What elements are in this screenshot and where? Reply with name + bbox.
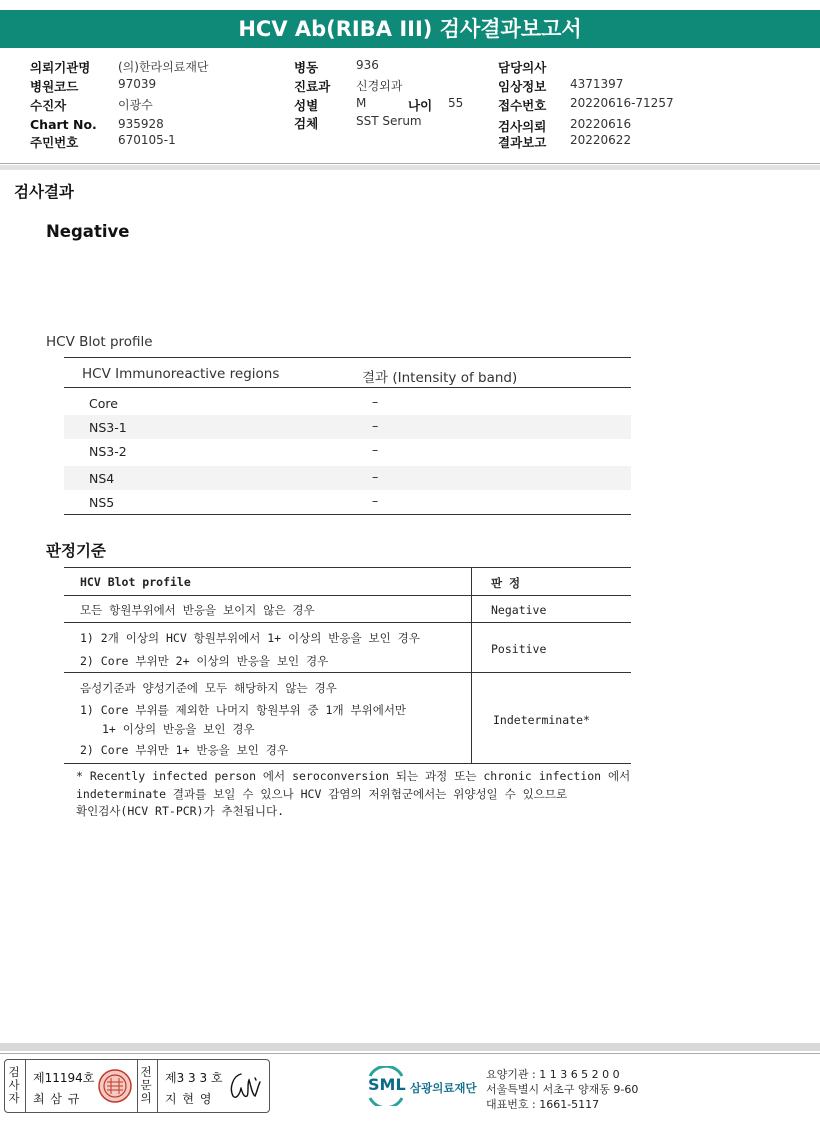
- specialist-label: 전 문 의: [140, 1065, 152, 1105]
- info-label: 병원코드: [30, 79, 79, 94]
- blot-result: –: [372, 442, 379, 457]
- blot-region: NS3-2: [89, 444, 127, 459]
- info-label: Chart No.: [30, 117, 97, 132]
- footer-band: [0, 1043, 820, 1051]
- blot-top-line: [64, 357, 631, 358]
- specialist-name: 지 현 영: [165, 1092, 213, 1106]
- criteria-title: 판정기준: [46, 542, 106, 560]
- info-label: 검체: [294, 116, 319, 131]
- footnote-line: * Recently infected person 에서 seroconversion 되는 과정 또는 chronic infection 에서: [76, 769, 631, 783]
- blot-result: –: [372, 469, 379, 484]
- table-row: [64, 466, 631, 490]
- criteria-col-divider: [471, 567, 472, 763]
- criteria-bottom-line: [64, 763, 631, 764]
- examiner-label: 검 사 자: [8, 1065, 20, 1105]
- info-label: 병동: [294, 60, 319, 75]
- section-result-title: 검사결과: [14, 183, 74, 201]
- info-label: 임상정보: [498, 79, 547, 94]
- specialist-license: 제3 3 3 호: [165, 1071, 223, 1085]
- info-label: 수진자: [30, 98, 67, 113]
- info-label: 성별: [294, 98, 319, 113]
- criteria-row1-text: 모든 항원부위에서 반응을 보이지 않은 경우: [80, 603, 315, 617]
- blot-region: Core: [89, 396, 118, 411]
- criteria-header-line: [64, 595, 631, 596]
- info-value: SST Serum: [356, 114, 422, 128]
- table-row: [64, 439, 631, 463]
- address-line: 서울특별시 서초구 양재동 9-60: [486, 1083, 639, 1096]
- info-value: 936: [356, 58, 379, 72]
- blot-title: HCV Blot profile: [46, 334, 153, 350]
- table-row: [64, 415, 631, 439]
- table-row: [64, 391, 631, 415]
- info-value: 20220616: [570, 117, 632, 131]
- info-value: 670105-1: [118, 133, 176, 147]
- footnote-line: 확인검사(HCV RT-PCR)가 추천됩니다.: [76, 804, 285, 818]
- box-divider: [157, 1060, 158, 1112]
- report-title: HCV Ab(RIBA III) 검사결과보고서: [0, 10, 820, 48]
- address-line: 요양기관 : 1 1 3 6 5 2 0 0: [486, 1068, 620, 1081]
- org-name: 삼광의료재단: [410, 1081, 477, 1095]
- info-value: 97039: [118, 77, 157, 91]
- criteria-row2-line1: 1) 2개 이상의 HCV 항원부위에서 1+ 이상의 반응을 보인 경우: [80, 631, 420, 645]
- header-shadow: [0, 165, 820, 170]
- info-value: (의)한라의료재단: [118, 60, 209, 74]
- info-label: 의뢰기관명: [30, 60, 91, 75]
- blot-header-line: [64, 387, 631, 388]
- criteria-row2-line: [64, 672, 631, 673]
- criteria-top-line: [64, 567, 631, 568]
- org-address: [486, 1067, 638, 1112]
- criteria-row1-line: [64, 622, 631, 623]
- info-value: 20220616-71257: [570, 96, 674, 110]
- criteria-row3-line2: 2) Core 부위만 1+ 반응을 보인 경우: [80, 743, 289, 757]
- blot-col-regions: HCV Immunoreactive regions: [82, 366, 280, 382]
- blot-col-result: 결과 (Intensity of band): [362, 370, 518, 386]
- info-value: 4371397: [570, 77, 624, 91]
- footnote-line: indeterminate 결과를 보일 수 있으나 HCV 감염의 저위험군에서는 위양성일 수 있으므로: [76, 786, 568, 801]
- header-divider: [0, 163, 820, 164]
- table-row: [64, 490, 631, 514]
- info-value: M: [356, 96, 367, 110]
- signature-box: [4, 1059, 270, 1113]
- criteria-row3-line1: 1) Core 부위를 제외한 나머지 항원부위 중 1개 부위에서만: [80, 703, 407, 717]
- criteria-header-judge: 판 정: [491, 576, 521, 590]
- footnote: [76, 768, 630, 821]
- age-label: 나이: [408, 98, 433, 113]
- info-label: 결과보고: [498, 135, 547, 150]
- logo-text: SML: [368, 1075, 406, 1094]
- criteria-row3-line1b: 1+ 이상의 반응을 보인 경우: [102, 722, 255, 736]
- criteria-header-profile: HCV Blot profile: [80, 575, 191, 589]
- box-divider: [25, 1060, 26, 1112]
- blot-region: NS5: [89, 495, 115, 510]
- info-value: 935928: [118, 117, 164, 131]
- criteria-row2-line2: 2) Core 부위만 2+ 이상의 반응을 보인 경우: [80, 654, 329, 668]
- info-label: 주민번호: [30, 135, 79, 150]
- info-label: 진료과: [294, 79, 331, 94]
- footer-divider: [0, 1053, 820, 1054]
- age-value: 55: [448, 96, 464, 110]
- blot-region: NS3-1: [89, 420, 127, 435]
- examiner-seal-icon: [97, 1068, 133, 1104]
- info-label: 접수번호: [498, 98, 547, 113]
- criteria-row3-intro: 음성기준과 양성기준에 모두 해당하지 않는 경우: [80, 681, 337, 695]
- signature-icon: [225, 1068, 263, 1104]
- info-value: 20220622: [570, 133, 632, 147]
- examiner-name: 최 삼 규: [33, 1092, 81, 1106]
- criteria-row2-judge: Positive: [491, 642, 547, 656]
- box-divider: [137, 1060, 138, 1112]
- blot-region: NS4: [89, 471, 115, 486]
- examiner-license: 제11194호: [33, 1071, 95, 1085]
- blot-bottom-line: [64, 514, 631, 515]
- blot-result: –: [372, 394, 379, 409]
- info-label: 담당의사: [498, 60, 547, 75]
- info-value: 이광수: [118, 98, 153, 112]
- info-label: 검사의뢰: [498, 119, 547, 134]
- info-value: 신경외과: [356, 79, 403, 93]
- criteria-row1-judge: Negative: [491, 603, 547, 617]
- address-line: 대표번호 : 1661-5117: [486, 1098, 600, 1111]
- result-text: Negative: [46, 222, 130, 241]
- criteria-row3-judge: Indeterminate*: [493, 713, 590, 727]
- blot-result: –: [372, 418, 379, 433]
- blot-result: –: [372, 493, 379, 508]
